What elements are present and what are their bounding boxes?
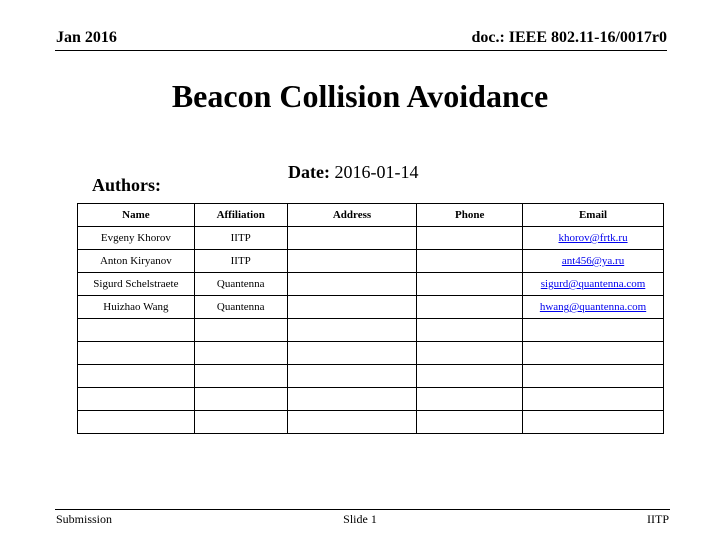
cell-email xyxy=(523,411,664,434)
cell-name xyxy=(78,319,195,342)
cell-name xyxy=(78,365,195,388)
table-row xyxy=(78,365,664,388)
cell-email xyxy=(523,342,664,365)
table-row xyxy=(78,273,664,296)
column-header-name: Name xyxy=(78,204,195,227)
cell-email xyxy=(523,227,664,250)
cell-affiliation: IITP xyxy=(194,250,287,273)
table-row xyxy=(78,296,664,319)
cell-address xyxy=(287,250,417,273)
email-link[interactable]: ant456@ya.ru xyxy=(561,255,625,267)
header-doc-id: doc.: IEEE 802.11-16/0017r0 xyxy=(471,29,667,46)
date-line xyxy=(288,162,418,183)
cell-address xyxy=(287,319,417,342)
table-row xyxy=(78,388,664,411)
column-header-email: Email xyxy=(523,204,664,227)
cell-name xyxy=(78,411,195,434)
table-header-row xyxy=(78,204,664,227)
cell-email xyxy=(523,273,664,296)
cell-email xyxy=(523,250,664,273)
cell-phone xyxy=(417,273,523,296)
cell-phone xyxy=(417,411,523,434)
cell-phone xyxy=(417,388,523,411)
cell-affiliation: IITP xyxy=(194,227,287,250)
table-row xyxy=(78,411,664,434)
cell-address xyxy=(287,365,417,388)
cell-name: Anton Kiryanov xyxy=(78,250,195,273)
footer-divider xyxy=(55,509,670,510)
cell-affiliation xyxy=(194,319,287,342)
column-header-affiliation: Affiliation xyxy=(194,204,287,227)
email-link[interactable]: sigurd@quantenna.com xyxy=(540,278,646,290)
cell-name xyxy=(78,342,195,365)
cell-phone xyxy=(417,250,523,273)
email-link[interactable]: khorov@frtk.ru xyxy=(558,232,628,244)
authors-label: Authors: xyxy=(92,175,162,195)
cell-affiliation: Quantenna xyxy=(194,273,287,296)
cell-email xyxy=(523,388,664,411)
cell-affiliation xyxy=(194,365,287,388)
table-row xyxy=(78,250,664,273)
date-value: 2016-01-14 xyxy=(334,162,419,182)
date-label: Date: xyxy=(288,162,330,182)
cell-affiliation xyxy=(194,388,287,411)
cell-email xyxy=(523,365,664,388)
cell-email xyxy=(523,319,664,342)
email-link[interactable]: hwang@quantenna.com xyxy=(539,301,647,313)
cell-name: Sigurd Schelstraete xyxy=(78,273,195,296)
header-date: Jan 2016 xyxy=(56,29,117,46)
authors-table xyxy=(77,203,664,434)
cell-email xyxy=(523,296,664,319)
footer-right: IITP xyxy=(647,512,669,526)
cell-affiliation xyxy=(194,411,287,434)
cell-name: Huizhao Wang xyxy=(78,296,195,319)
slide-title: Beacon Collision Avoidance xyxy=(171,78,549,114)
cell-phone xyxy=(417,342,523,365)
cell-address xyxy=(287,227,417,250)
footer-left: Submission xyxy=(56,512,113,526)
cell-affiliation xyxy=(194,342,287,365)
cell-phone xyxy=(417,365,523,388)
table-body xyxy=(78,227,664,434)
cell-address xyxy=(287,411,417,434)
cell-name: Evgeny Khorov xyxy=(78,227,195,250)
column-header-phone: Phone xyxy=(417,204,523,227)
cell-name xyxy=(78,388,195,411)
column-header-address: Address xyxy=(287,204,417,227)
cell-affiliation: Quantenna xyxy=(194,296,287,319)
cell-address xyxy=(287,388,417,411)
cell-address xyxy=(287,342,417,365)
table-row xyxy=(78,227,664,250)
slide-number: Slide 1 xyxy=(343,512,377,526)
cell-phone xyxy=(417,319,523,342)
cell-phone xyxy=(417,296,523,319)
table-row xyxy=(78,319,664,342)
cell-address xyxy=(287,296,417,319)
header-divider xyxy=(55,50,667,51)
table-row xyxy=(78,342,664,365)
cell-phone xyxy=(417,227,523,250)
cell-address xyxy=(287,273,417,296)
